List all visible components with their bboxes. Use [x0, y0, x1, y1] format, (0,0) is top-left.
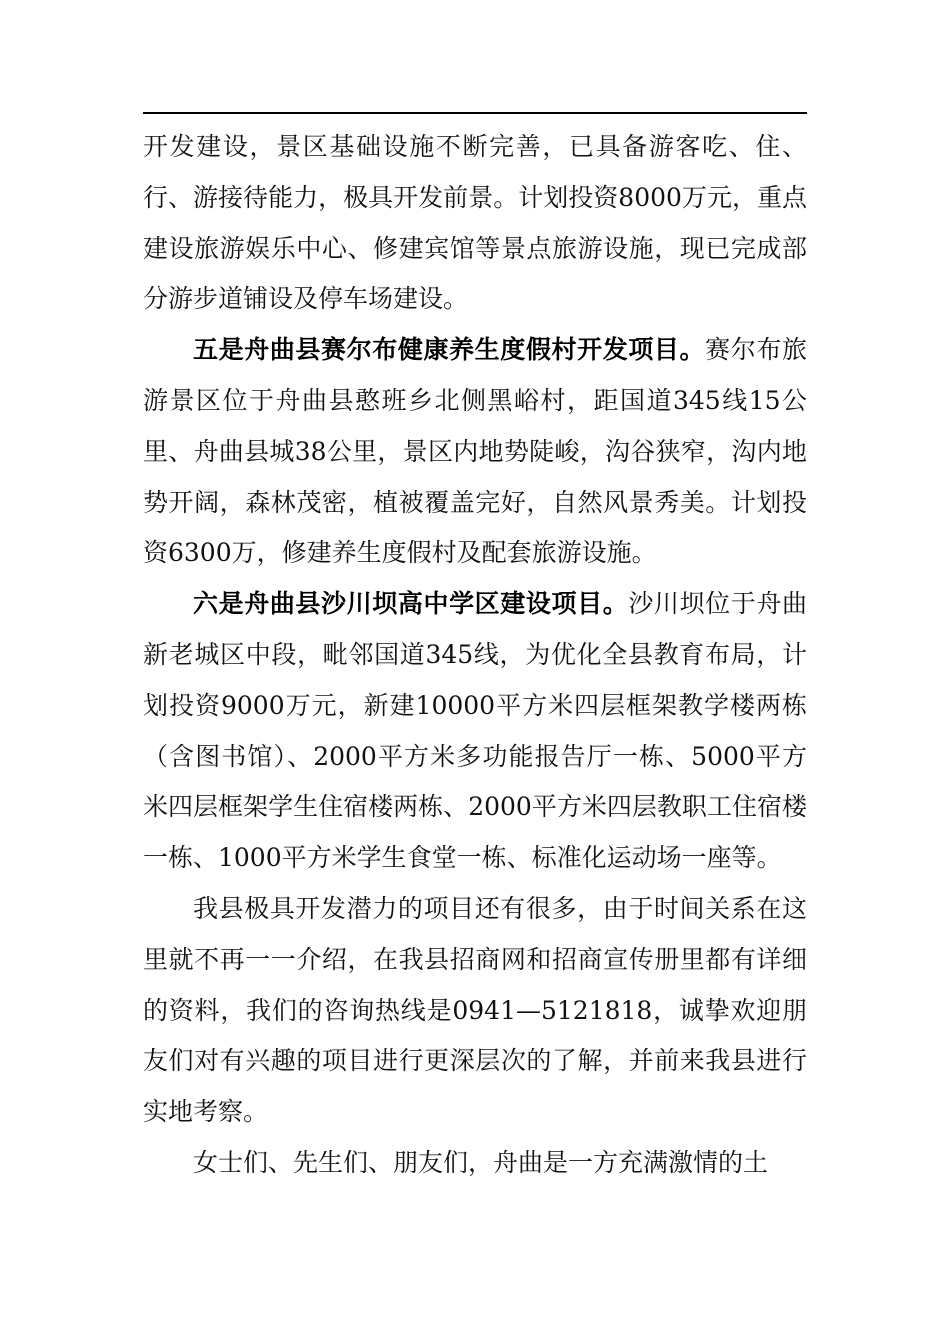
- paragraph-text: 赛尔布旅游景区位于舟曲县憨班乡北侧黑峪村，距国道345线15公里、舟曲县城38公里，景区内地势陡峻，沟谷狭窄，沟内地势开阔，森林茂密，植被覆盖完好，自然风景秀美。计划投资6300万，修建养生度假村及配套旅游设施。: [143, 335, 807, 568]
- paragraph-more-projects: [143, 884, 807, 1138]
- paragraph-project-six: [143, 579, 807, 884]
- document-body: [143, 122, 807, 1189]
- paragraph-text: 开发建设，景区基础设施不断完善，已具备游客吃、住、行、游接待能力，极具开发前景。计划投资8000万元，重点建设旅游娱乐中心、修建宾馆等景点旅游设施，现已完成部分游步道铺设及停车场建设。: [143, 132, 807, 314]
- paragraph-continuation: [143, 122, 807, 325]
- paragraph-text: 我县极具开发潜力的项目还有很多，由于时间关系在这里就不再一一介绍，在我县招商网和招商宣传册里都有详细的资料，我们的咨询热线是0941—5121818，诚挚欢迎朋友们对有兴趣的项目进行更深层次的了解，并前来我县进行实地考察。: [143, 893, 807, 1127]
- paragraph-project-five: [143, 325, 807, 579]
- paragraph-lead: 五是舟曲县赛尔布健康养生度假村开发项目。: [193, 335, 706, 365]
- paragraph-lead: 六是舟曲县沙川坝高中学区建设项目。: [193, 589, 629, 619]
- paragraph-text: 沙川坝位于舟曲新老城区中段，毗邻国道345线，为优化全县教育布局，计划投资9000万元，新建10000平方米四层框架教学楼两栋（含图书馆）、2000平方米多功能报告厅一栋、5000平方米四层框架学生住宿楼两栋、2000平方米四层教职工住宿楼一栋、1000平方米学生食堂一栋、标准化运动场一座等。: [143, 589, 807, 873]
- paragraph-text: 女士们、先生们、朋友们，舟曲是一方充满激情的土: [193, 1147, 769, 1177]
- paragraph-closing: [143, 1138, 807, 1189]
- header-rule: [143, 112, 807, 114]
